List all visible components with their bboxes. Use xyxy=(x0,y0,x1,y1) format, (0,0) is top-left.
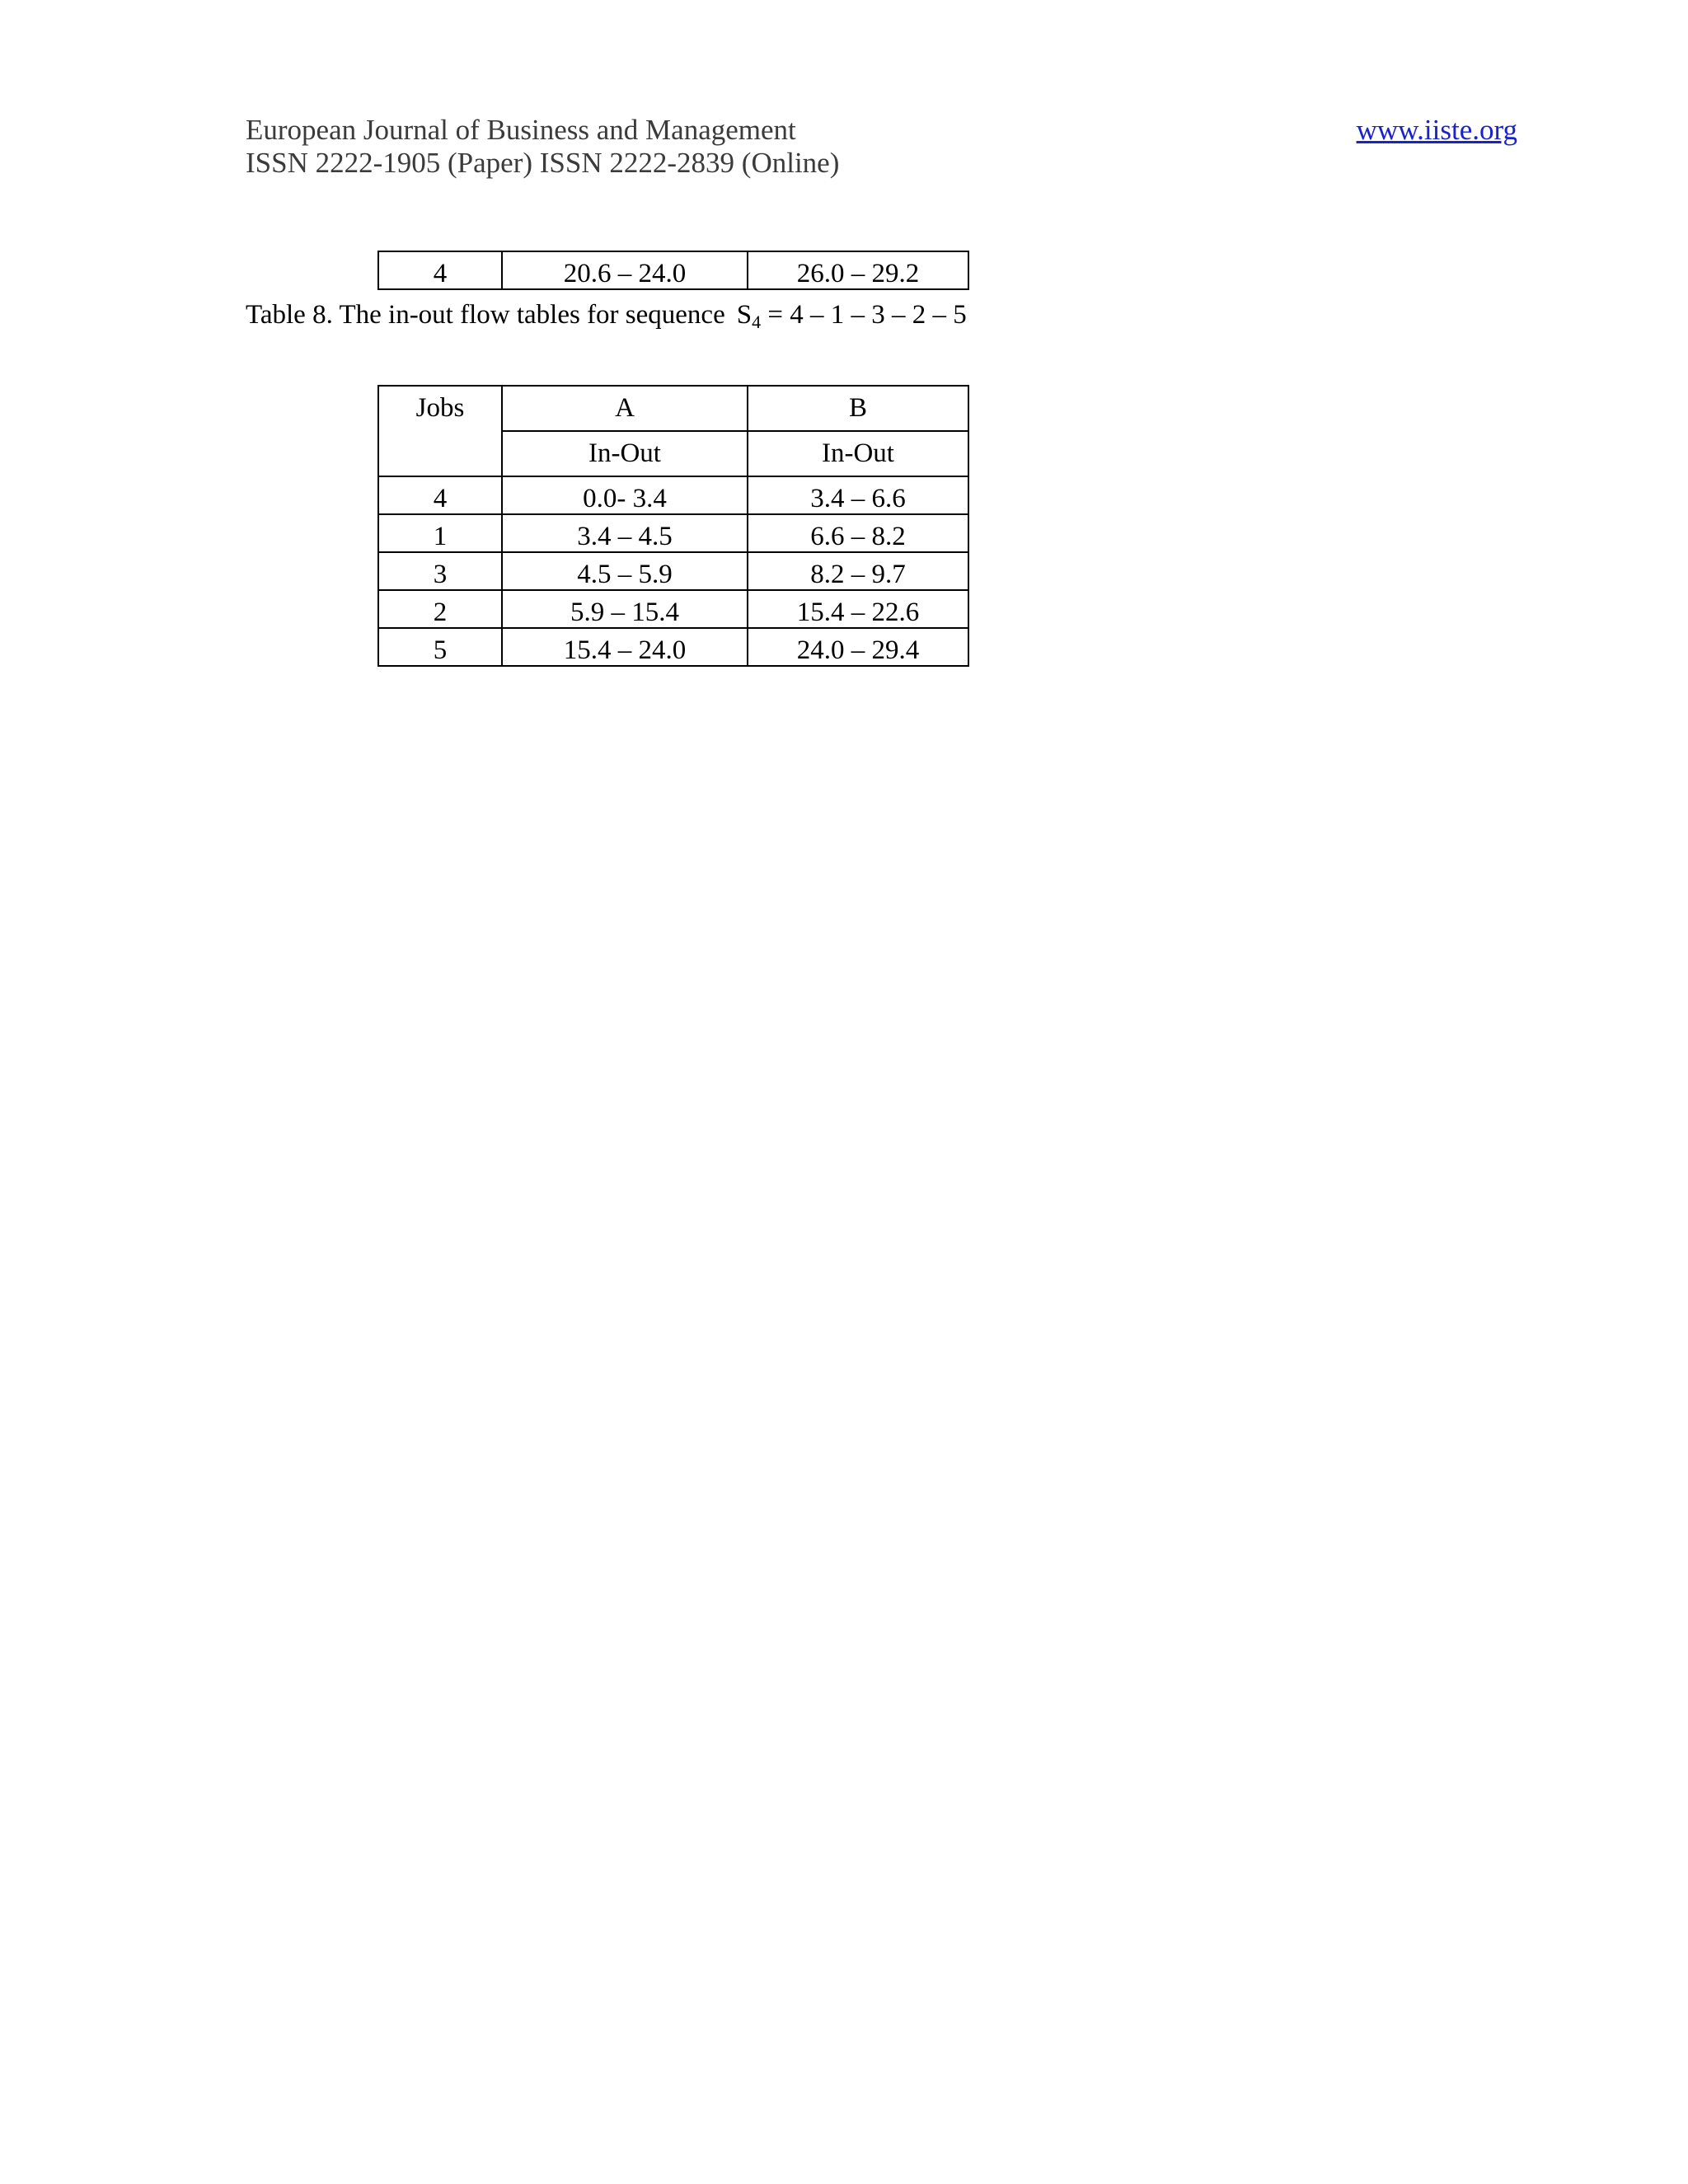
table-row xyxy=(378,476,968,514)
table-row xyxy=(378,514,968,552)
machine-a-cell: 5.9 – 15.4 xyxy=(502,590,748,628)
machine-a-cell: 0.0- 3.4 xyxy=(502,476,748,514)
journal-title: European Journal of Business and Management xyxy=(246,114,796,146)
table-row xyxy=(378,251,968,289)
machine-a-cell: 15.4 – 24.0 xyxy=(502,628,748,666)
jobs-header: Jobs xyxy=(378,386,502,476)
machine-a-cell: 20.6 – 24.0 xyxy=(502,251,748,289)
machine-b-cell: 15.4 – 22.6 xyxy=(748,590,968,628)
machine-b-cell: 6.6 – 8.2 xyxy=(748,514,968,552)
machine-a-cell: 4.5 – 5.9 xyxy=(502,552,748,590)
job-cell: 1 xyxy=(378,514,502,552)
machine-b-cell: 8.2 – 9.7 xyxy=(748,552,968,590)
sequence-symbol: S xyxy=(736,300,753,330)
table-row xyxy=(378,590,968,628)
job-cell: 2 xyxy=(378,590,502,628)
journal-issn: ISSN 2222-1905 (Paper) ISSN 2222-2839 (Online) xyxy=(246,147,840,179)
table-caption xyxy=(246,298,967,331)
machine-a-subheader: In-Out xyxy=(502,431,748,476)
table-8-in-out-flow xyxy=(377,385,969,667)
previous-table-continuation xyxy=(377,251,969,290)
machine-a-header: A xyxy=(502,386,748,431)
machine-b-cell: 24.0 – 29.4 xyxy=(748,628,968,666)
table-row xyxy=(378,628,968,666)
table-header-row xyxy=(378,386,968,431)
table-row xyxy=(378,552,968,590)
job-cell: 4 xyxy=(378,476,502,514)
machine-b-header: B xyxy=(748,386,968,431)
machine-b-cell: 3.4 – 6.6 xyxy=(748,476,968,514)
machine-a-cell: 3.4 – 4.5 xyxy=(502,514,748,552)
job-cell: 3 xyxy=(378,552,502,590)
website-link[interactable]: www.iiste.org xyxy=(1356,114,1517,146)
caption-text: Table 8. The in-out flow tables for sequence xyxy=(246,300,725,330)
job-cell: 5 xyxy=(378,628,502,666)
page-header xyxy=(0,0,1688,198)
sequence-formula xyxy=(737,300,967,330)
job-cell: 4 xyxy=(378,251,502,289)
sequence-subscript: 4 xyxy=(752,312,762,332)
machine-b-cell: 26.0 – 29.2 xyxy=(748,251,968,289)
sequence-order: = 4 – 1 – 3 – 2 – 5 xyxy=(761,300,967,330)
machine-b-subheader: In-Out xyxy=(748,431,968,476)
